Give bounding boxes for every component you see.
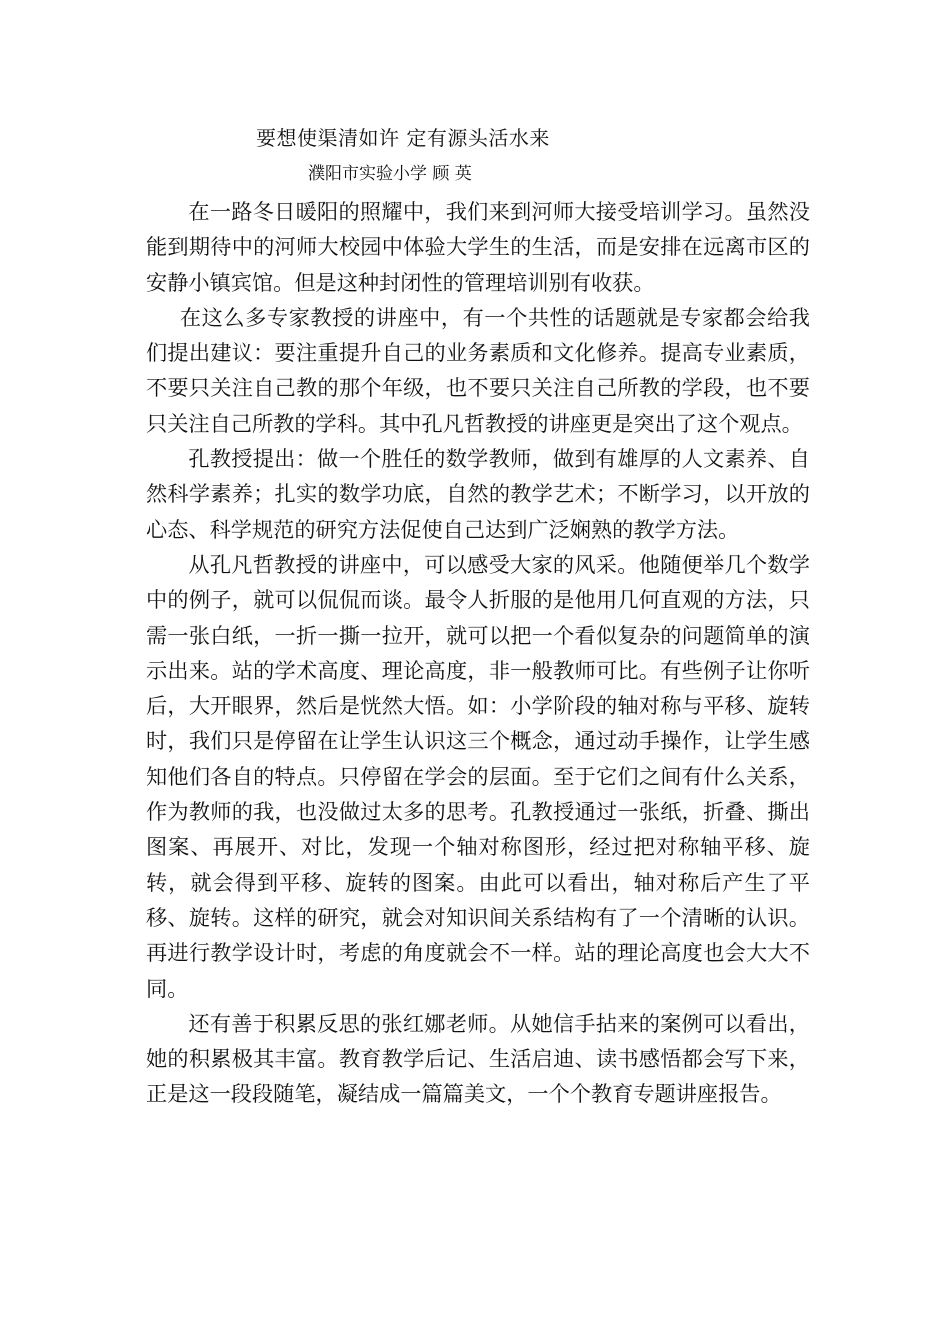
document-title: 要想使渠清如许 定有源头活水来 bbox=[256, 126, 550, 150]
paragraph-2: 在这么多专家教授的讲座中，有一个共性的话题就是专家都会给我们提出建议：要注重提升自己的业务素质和文化修养。提高专业素质，不要只关注自己教的那个年级，也不要只关注自己所教的学段，也不要只关注自己所教的学科。其中孔凡哲教授的讲座更是突出了这个观点。 bbox=[146, 304, 810, 436]
paragraph-1: 在一路冬日暖阳的照耀中，我们来到河师大接受培训学习。虽然没能到期待中的河师大校园中体验大学生的生活，而是安排在远离市区的安静小镇宾馆。但是这种封闭性的管理培训别有收获。 bbox=[146, 199, 810, 295]
paragraph-3: 孔教授提出：做一个胜任的数学教师，做到有雄厚的人文素养、自然科学素养；扎实的数学功底，自然的教学艺术；不断学习，以开放的心态、科学规范的研究方法促使自己达到广泛娴熟的教学方法。 bbox=[146, 446, 810, 542]
document-body bbox=[146, 190, 810, 1112]
paragraph-5: 还有善于积累反思的张红娜老师。从她信手拈来的案例可以看出，她的积累极其丰富。教育教学后记、生活启迪、读书感悟都会写下来，正是这一段段随笔，凝结成一篇篇美文，一个个教育专题讲座报告。 bbox=[146, 1010, 810, 1107]
document-author: 濮阳市实验小学 顾 英 bbox=[308, 164, 472, 184]
paragraph-4: 从孔凡哲教授的讲座中，可以感受大家的风采。他随便举几个数学中的例子，就可以侃侃而谈。最令人折服的是他用几何直观的方法，只需一张白纸，一折一撕一拉开，就可以把一个看似复杂的问题简单的演示出来。站的学术高度、理论高度，非一般教师可比。有些例子让你听后，大开眼界，然后是恍然大悟。如：小学阶段的轴对称与平移、旋转时，我们只是停留在让学生认识这三个概念，通过动手操作，让学生感知他们各自的特点。只停留在学会的层面。至于它们之间有什么关系，作为教师的我，也没做过太多的思考。孔教授通过一张纸，折叠、撕出图案、再展开、对比，发现一个轴对称图形，经过把对称轴平移、旋转，就会得到平移、旋转的图案。由此可以看出，轴对称后产生了平移、旋转。这样的研究，就会对知识间关系结构有了一个清晰的认识。再进行教学设计时，考虑的角度就会不一样。站的理论高度也会大大不同。 bbox=[146, 551, 810, 1001]
